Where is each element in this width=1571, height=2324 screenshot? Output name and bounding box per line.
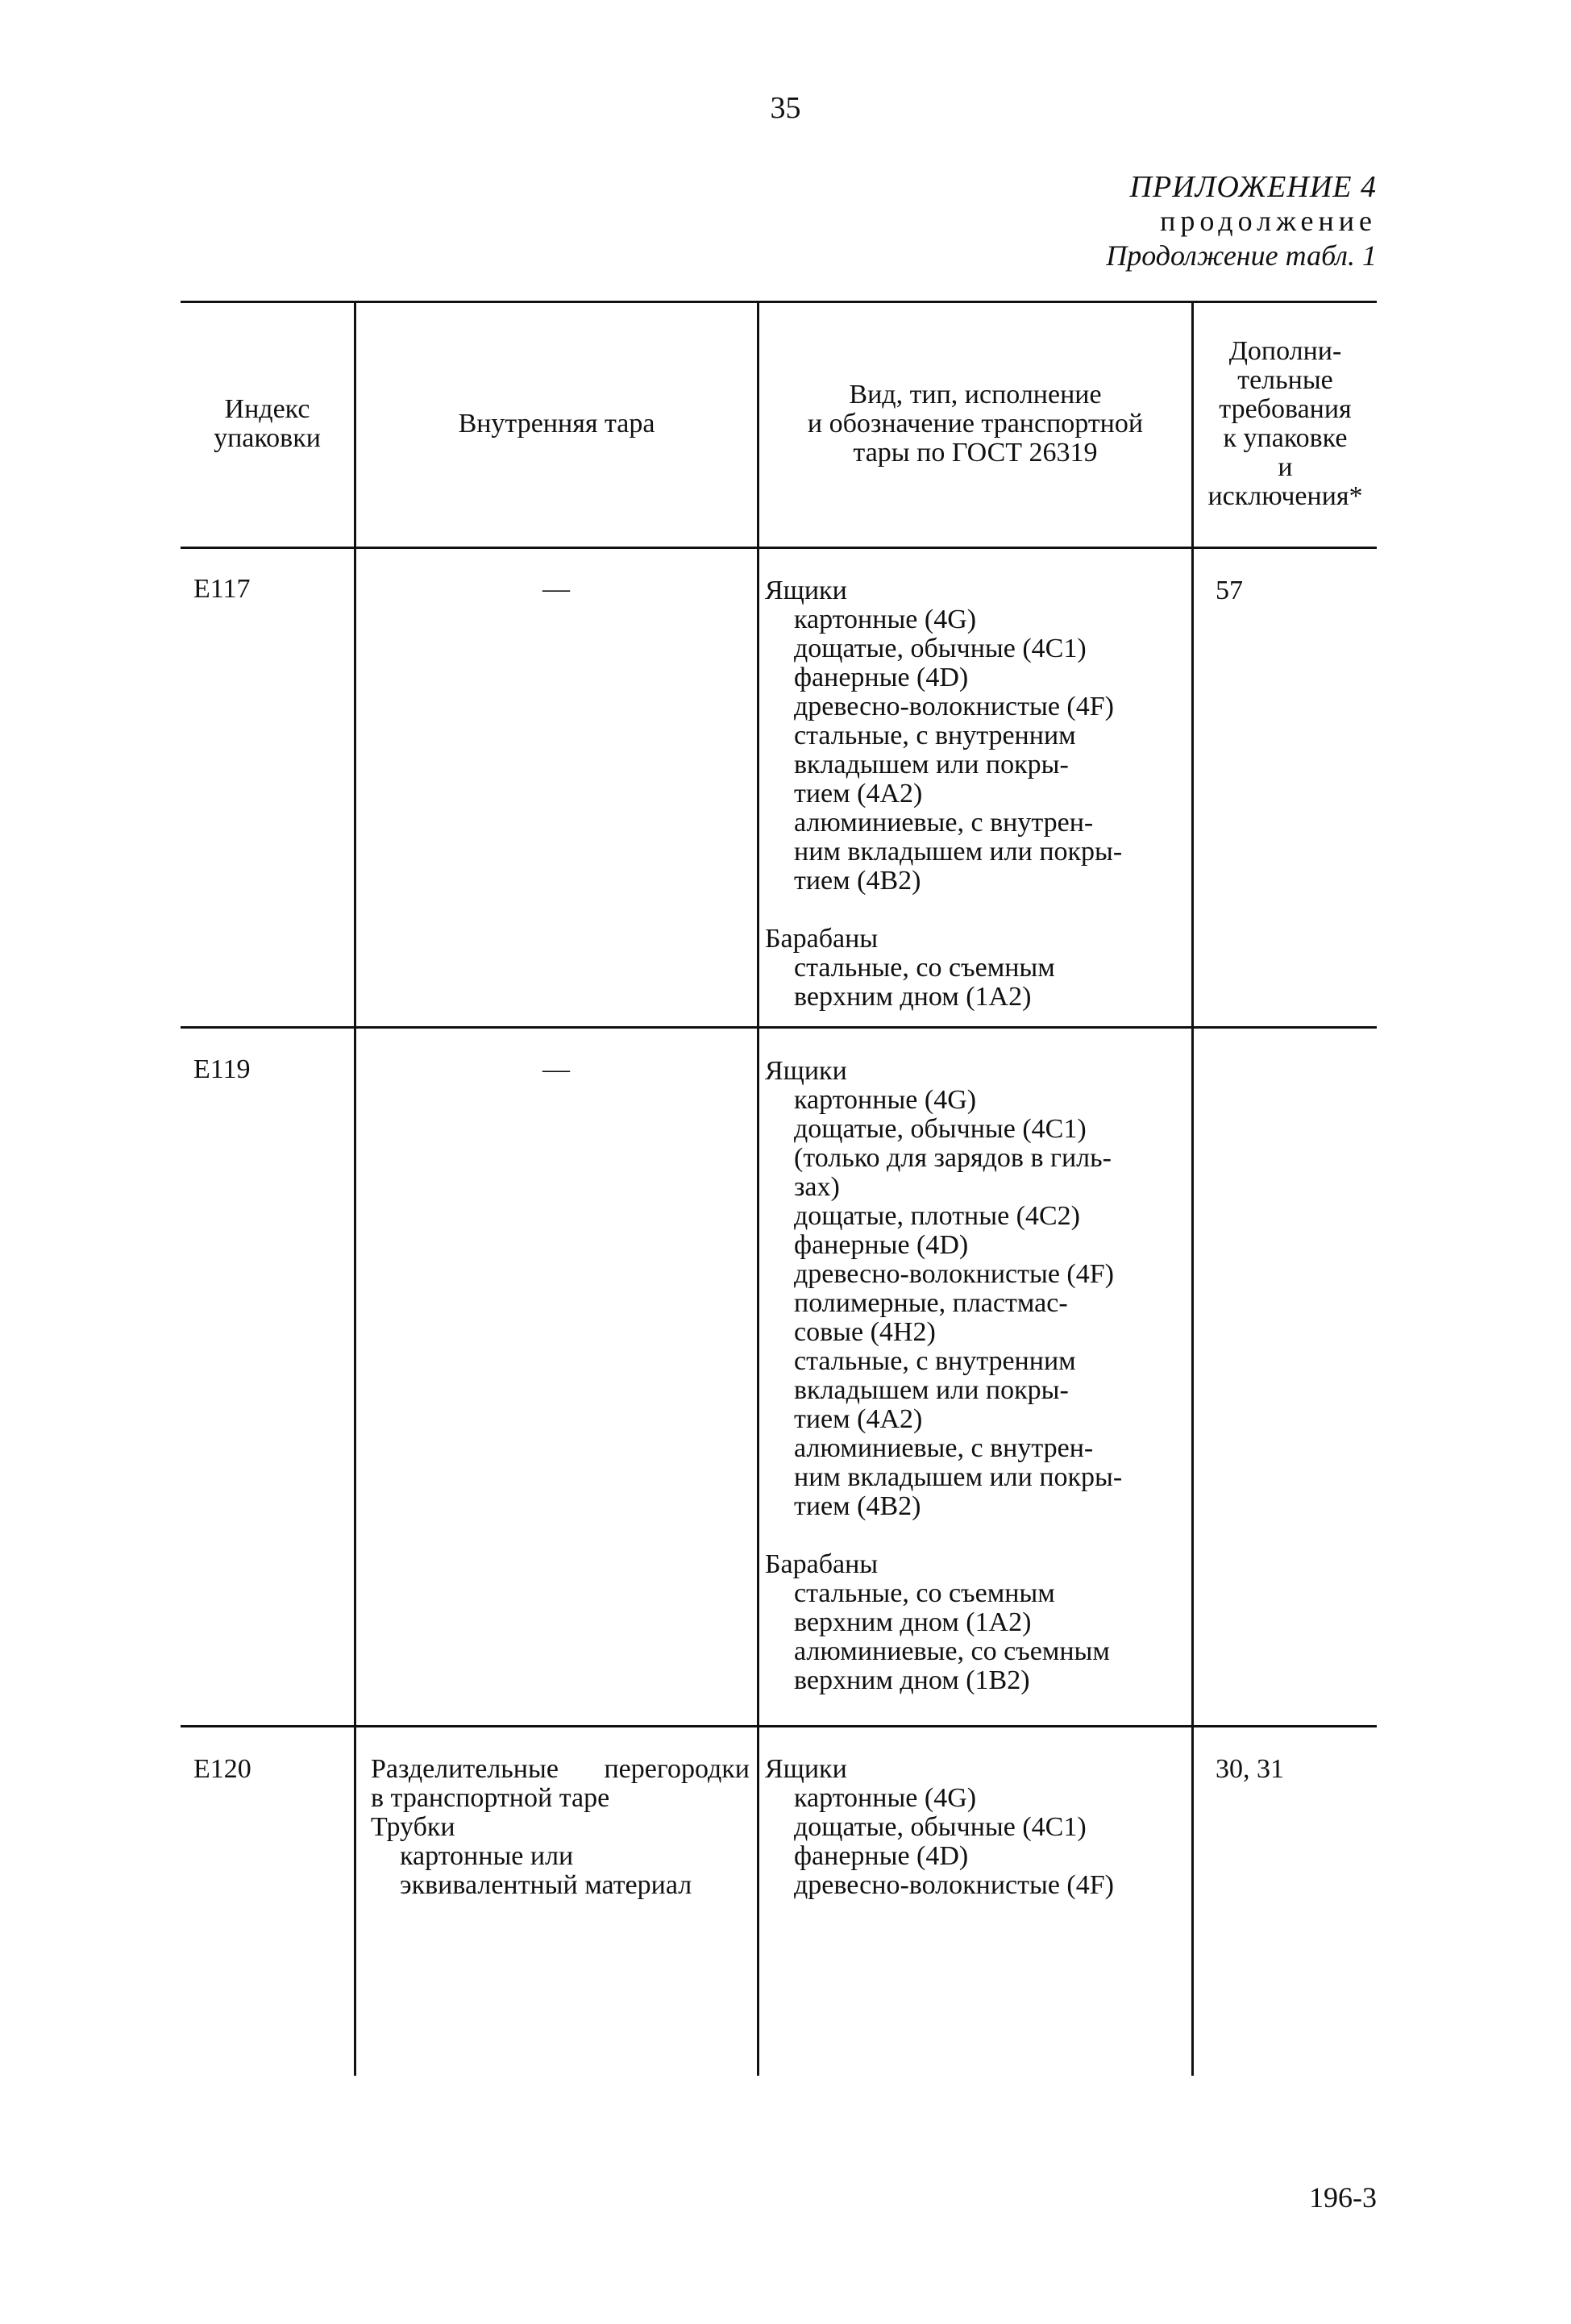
row-e119-index: Е119	[193, 1054, 251, 1084]
list-item: верхним дном (1А2)	[794, 982, 1032, 1012]
list-item: древесно-волокнистые (4F)	[794, 1870, 1114, 1900]
word: перегородки	[604, 1754, 750, 1784]
group-title: Ящики	[765, 1754, 847, 1784]
row-e117-kind	[765, 576, 1192, 1012]
header-req-line-4: к упаковке	[1223, 422, 1348, 453]
row-e120-inner	[371, 1755, 750, 1900]
list-item: (только для зарядов в гиль-	[794, 1143, 1112, 1173]
list-item: стальные, со съемным	[794, 953, 1055, 983]
list-item: алюминиевые, с внутрен-	[794, 1433, 1094, 1463]
row-e117-req: 57	[1216, 576, 1243, 605]
header-req-line-1: Дополни-	[1228, 335, 1342, 366]
list-item: тием (4В2)	[794, 866, 921, 896]
list-item: тием (4А2)	[794, 1404, 923, 1434]
header-inner	[356, 301, 757, 547]
list-item: дощатые, плотные (4С2)	[794, 1201, 1081, 1231]
column-divider-2	[757, 301, 759, 2076]
header-kind-line-3: тары по ГОСТ 26319	[853, 437, 1098, 468]
inner-line-justified	[371, 1755, 750, 1784]
list-item: полимерные, пластмас-	[794, 1288, 1068, 1318]
header-inner-line-1: Внутренняя тара	[458, 408, 655, 439]
list-item: древесно-волокнистые (4F)	[794, 1259, 1114, 1289]
row-e119-kind	[765, 1057, 1192, 1695]
inner-line: в транспортной таре	[371, 1783, 610, 1813]
header-kind-line-2: и обозначение транспортной	[807, 408, 1144, 439]
row-e120-index: Е120	[193, 1754, 251, 1784]
list-item: фанерные (4D)	[794, 1230, 969, 1260]
data-table	[181, 301, 1377, 2076]
inner-subline: эквивалентный материал	[400, 1870, 692, 1900]
list-item: тием (4А2)	[794, 779, 923, 809]
row-divider-2	[181, 1725, 1377, 1727]
column-divider-1	[354, 301, 356, 2076]
list-item: совые (4Н2)	[794, 1317, 936, 1347]
list-item: стальные, с внутренним	[794, 1346, 1076, 1376]
word: Разделительные	[371, 1754, 559, 1784]
header-index	[181, 301, 354, 547]
list-item: картонные (4G)	[794, 605, 977, 634]
list-item: ним вкладышем или покры-	[794, 837, 1123, 867]
page-number: 35	[770, 91, 801, 125]
list-item: дощатые, обычные (4С1)	[794, 1812, 1087, 1842]
list-item: дощатые, обычные (4С1)	[794, 634, 1087, 663]
header-req	[1194, 301, 1377, 547]
row-e119-inner: —	[542, 1054, 570, 1084]
header-req-line-5: и	[1278, 451, 1293, 482]
row-e120-kind	[765, 1755, 1192, 1900]
header-req-line-3: требования	[1219, 393, 1352, 424]
list-item: верхним дном (1В2)	[794, 1665, 1030, 1695]
group-title: Барабаны	[765, 1549, 879, 1579]
inner-subline: картонные или	[400, 1841, 574, 1871]
list-item: стальные, со съемным	[794, 1578, 1055, 1608]
list-item: картонные (4G)	[794, 1783, 977, 1813]
header-index-line-1: Индекс	[224, 393, 310, 424]
row-e120-req: 30, 31	[1216, 1754, 1284, 1784]
list-item: фанерные (4D)	[794, 663, 969, 692]
list-item: алюминиевые, с внутрен-	[794, 808, 1094, 838]
list-item: вкладышем или покры-	[794, 1375, 1069, 1405]
row-divider-1	[181, 1026, 1377, 1029]
header-req-line-2: тельные	[1237, 364, 1333, 395]
spacer	[765, 896, 1192, 925]
list-item: верхним дном (1А2)	[794, 1607, 1032, 1637]
group-title: Ящики	[765, 576, 847, 605]
group-title: Барабаны	[765, 924, 879, 954]
group-title: Ящики	[765, 1056, 847, 1086]
spacer	[765, 1521, 1192, 1550]
list-item: дощатые, обычные (4С1)	[794, 1114, 1087, 1144]
header-req-line-6: исключения*	[1207, 480, 1363, 511]
appendix-table-ref: Продолжение табл. 1	[1106, 239, 1377, 272]
list-item: алюминиевые, со съемным	[794, 1636, 1110, 1666]
list-item: ним вкладышем или покры-	[794, 1462, 1123, 1492]
header-index-line-2: упаковки	[214, 422, 321, 453]
list-item: древесно-волокнистые (4F)	[794, 692, 1114, 721]
list-item: фанерные (4D)	[794, 1841, 969, 1871]
appendix-continuation: продолжение	[1160, 205, 1377, 237]
list-item: тием (4В2)	[794, 1491, 921, 1521]
header-kind-line-1: Вид, тип, исполнение	[849, 379, 1102, 410]
list-item: вкладышем или покры-	[794, 750, 1069, 780]
header-bottom-rule	[181, 547, 1377, 549]
header-kind	[759, 301, 1191, 547]
appendix-title: ПРИЛОЖЕНИЕ 4	[1129, 170, 1377, 204]
inner-line: Трубки	[371, 1812, 455, 1842]
list-item: зах)	[794, 1172, 840, 1202]
row-e117-index: Е117	[193, 574, 251, 604]
list-item: стальные, с внутренним	[794, 721, 1076, 750]
list-item: картонные (4G)	[794, 1085, 977, 1115]
footer-code: 196-3	[1309, 2181, 1377, 2214]
row-e117-inner: —	[542, 574, 570, 604]
